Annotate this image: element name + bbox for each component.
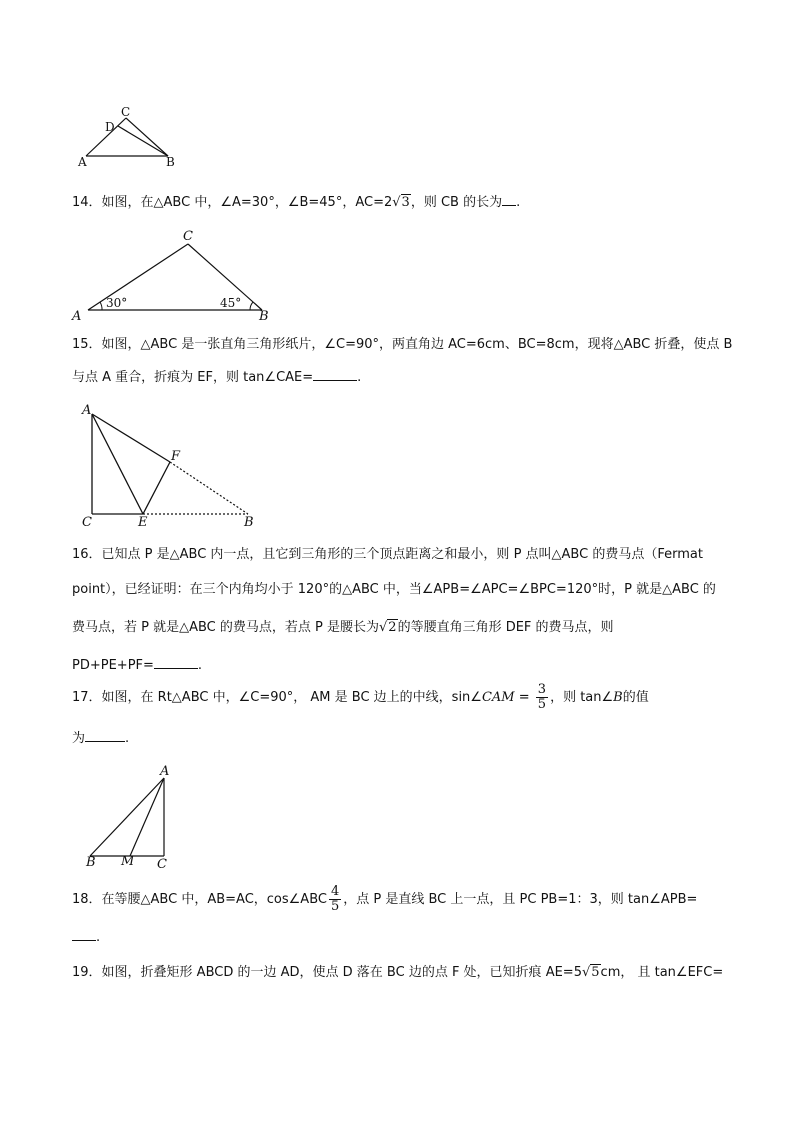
q16-line-4: PD+PE+PF= bbox=[72, 658, 154, 673]
q18-answer-blank[interactable] bbox=[72, 928, 96, 941]
question-16-line-4 bbox=[72, 656, 752, 675]
question-14 bbox=[72, 193, 752, 212]
label-b: B bbox=[244, 515, 254, 530]
question-16-line-2 bbox=[72, 581, 752, 599]
question-15-line-2 bbox=[72, 368, 752, 387]
label-m: M bbox=[121, 854, 135, 869]
q17-fraction bbox=[536, 683, 548, 712]
q16-line-3-after: 的等腰直角三角形 DEF 的费马点，则 bbox=[397, 620, 614, 635]
q16-line-2: point），已经证明：在三个内角均小于 120°的△ABC 中，当∠APB=∠APC=∠BPC=120°时，P 就是△ABC 的 bbox=[72, 582, 716, 597]
label-b: B bbox=[259, 309, 269, 324]
question-17-line-1 bbox=[72, 682, 752, 714]
q16-line-3: 费马点，若 P 就是△ABC 的费马点，若点 P 是腰长为 bbox=[72, 620, 379, 635]
q16-radicand: 2 bbox=[388, 620, 397, 635]
q18-frac-num: 4 bbox=[330, 884, 340, 899]
q15-answer-blank[interactable] bbox=[313, 368, 357, 381]
angle-b-label: 45° bbox=[220, 296, 242, 310]
question-18-line-1 bbox=[72, 884, 752, 916]
q14-answer-blank[interactable] bbox=[502, 193, 516, 206]
figure-17 bbox=[80, 764, 180, 872]
q17-line-2: 为 bbox=[72, 731, 86, 746]
q18-fraction bbox=[329, 885, 341, 914]
figure-14 bbox=[66, 226, 286, 324]
q16-end: . bbox=[197, 658, 203, 673]
label-c: C bbox=[157, 857, 167, 872]
question-15-line-1 bbox=[72, 336, 752, 354]
label-f: F bbox=[171, 449, 181, 464]
q19-sqrt: √5 bbox=[581, 965, 600, 980]
label-a: A bbox=[82, 403, 92, 418]
q17-frac-num: 3 bbox=[537, 682, 547, 697]
q17-expr: CAM bbox=[481, 690, 515, 705]
q15-end: . bbox=[357, 370, 362, 385]
question-19 bbox=[72, 964, 752, 982]
q16-sqrt: √2 bbox=[379, 620, 397, 635]
label-d: D bbox=[105, 120, 115, 134]
label-c: C bbox=[121, 105, 131, 119]
angle-a-label: 30° bbox=[106, 296, 128, 310]
label-c: C bbox=[183, 229, 193, 244]
q17-angle-var: B bbox=[613, 690, 623, 705]
q14-radicand: 3 bbox=[401, 195, 410, 210]
q18-end: . bbox=[96, 930, 101, 945]
question-17-line-2 bbox=[72, 729, 752, 748]
q17-text-after: 的值 bbox=[622, 690, 649, 705]
label-a: A bbox=[72, 309, 82, 324]
label-c: C bbox=[82, 515, 92, 530]
q17-frac-den: 5 bbox=[537, 697, 547, 712]
label-a: A bbox=[78, 155, 87, 169]
q18-frac-den: 5 bbox=[330, 899, 340, 914]
q18-text: 18．在等腰△ABC 中，AB=AC，cos∠ABC bbox=[72, 892, 327, 907]
q17-answer-blank[interactable] bbox=[85, 729, 125, 742]
label-b: B bbox=[86, 855, 96, 870]
q17-end: . bbox=[125, 731, 130, 746]
q14-text: 14．如图，在△ABC 中，∠A=30°，∠B=45°，AC=2 bbox=[72, 195, 393, 210]
q16-answer-blank[interactable] bbox=[154, 656, 198, 669]
figure-13 bbox=[70, 100, 190, 172]
label-a: A bbox=[160, 764, 170, 779]
figure-15 bbox=[76, 402, 262, 530]
q15-line-1: 15．如图，△ABC 是一张直角三角形纸片，∠C=90°，两直角边 AC=6cm、BC=8cm，现将△ABC 折叠，使点 B bbox=[72, 337, 733, 352]
q19-text-after: cm， 且 tan∠EFC= bbox=[600, 965, 724, 980]
q18-text-after: ，点 P 是直线 BC 上一点，且 PC PB=1：3，则 tan∠APB= bbox=[343, 892, 698, 907]
q16-line-1: 16．已知点 P 是△ABC 内一点，且它到三角形的三个顶点距离之和最小，则 P 点叫△ABC 的费马点（Fermat bbox=[72, 547, 703, 562]
question-18-line-2 bbox=[72, 928, 752, 947]
q17-eq: = bbox=[514, 690, 534, 705]
q14-text-after: ，则 CB 的长为 bbox=[410, 195, 503, 210]
q15-line-2: 与点 A 重合，折痕为 EF，则 tan∠CAE= bbox=[72, 370, 314, 385]
q19-radicand: 5 bbox=[591, 965, 600, 980]
q17-text: 17．如图，在 Rt△ABC 中，∠C=90°， AM 是 BC 边上的中线，sin∠ bbox=[72, 690, 482, 705]
label-b: B bbox=[166, 155, 175, 169]
label-e: E bbox=[138, 515, 148, 530]
question-16-line-1 bbox=[72, 546, 752, 564]
q14-end: . bbox=[516, 195, 521, 210]
q17-text-mid: ，则 tan∠ bbox=[550, 690, 614, 705]
q14-sqrt: √3 bbox=[392, 195, 410, 210]
question-16-line-3 bbox=[72, 619, 752, 637]
q19-text: 19．如图，折叠矩形 ABCD 的一边 AD，使点 D 落在 BC 边的点 F 处，已知折痕 AE=5 bbox=[72, 965, 582, 980]
